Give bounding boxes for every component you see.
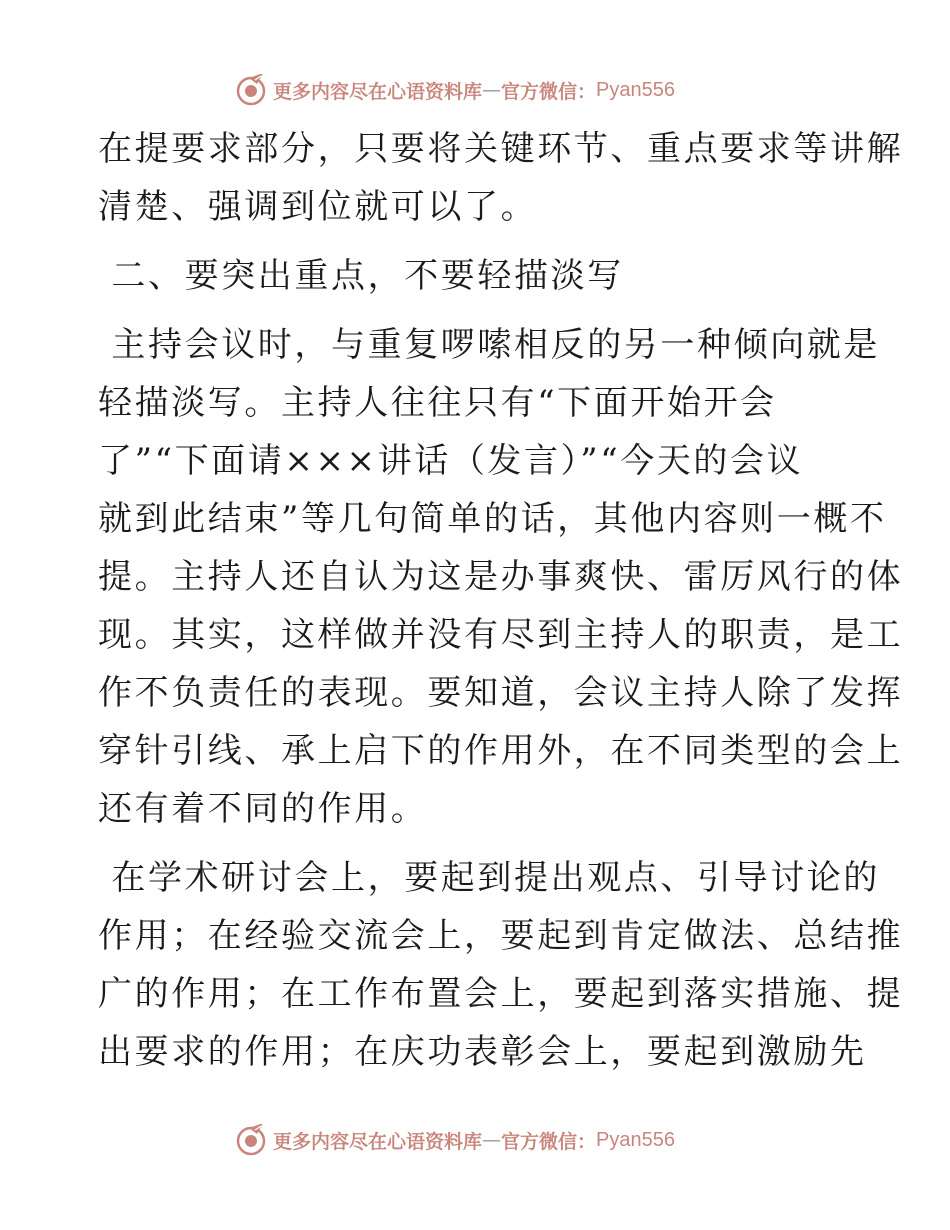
text-line: 作不负责任的表现。要知道，会议主持人除了发挥 <box>98 673 904 713</box>
text-line: 清楚、强调到位就可以了。 <box>98 187 538 227</box>
footer-watermark <box>235 1122 675 1158</box>
watermark-wechat-label: 官方微信： <box>501 1130 597 1153</box>
text-line: 就到此结束”等几句简单的话，其他内容则一概不 <box>98 499 887 539</box>
heading-text: 二、要突出重点，不要轻描淡写 <box>98 256 624 296</box>
pen-logo-icon <box>235 1124 267 1156</box>
paragraph <box>98 849 904 1081</box>
text-line: 轻描淡写。主持人往往只有“下面开始开会 <box>98 383 777 423</box>
text-line: 主持会议时，与重复啰嗦相反的另一种倾向就是 <box>98 325 881 365</box>
pen-logo-icon <box>235 74 267 106</box>
document-body <box>98 120 904 1081</box>
paragraph <box>98 120 904 236</box>
text-line: 现。其实，这样做并没有尽到主持人的职责，是工 <box>98 615 904 655</box>
watermark-wechat-id: Pyan556 <box>596 1128 675 1151</box>
watermark-site-text: 更多内容尽在心语资料库 <box>273 80 483 103</box>
text-line: 还有着不同的作用。 <box>98 789 428 829</box>
text-line: 作用；在经验交流会上，要起到肯定做法、总结推 <box>98 916 904 956</box>
paragraph <box>98 316 904 838</box>
text-line: 提。主持人还自认为这是办事爽快、雷厉风行的体 <box>98 557 904 597</box>
header-watermark <box>235 72 675 108</box>
text-line: 广的作用；在工作布置会上，要起到落实措施、提 <box>98 974 904 1014</box>
watermark-wechat-id: Pyan556 <box>596 78 675 101</box>
text-line: 了”“下面请×××讲话（发言）”“今天的会议 <box>98 441 804 481</box>
watermark-wechat-label: 官方微信： <box>501 80 597 103</box>
text-line: 在学术研讨会上，要起到提出观点、引导讨论的 <box>98 858 881 898</box>
watermark-separator: — <box>482 1129 502 1151</box>
text-line: 在提要求部分，只要将关键环节、重点要求等讲解 <box>98 129 904 169</box>
text-line: 出要求的作用；在庆功表彰会上，要起到激励先 <box>98 1032 867 1072</box>
section-heading <box>98 247 858 305</box>
text-line: 穿针引线、承上启下的作用外，在不同类型的会上 <box>98 731 904 771</box>
watermark-site-text: 更多内容尽在心语资料库 <box>273 1130 483 1153</box>
watermark-separator: — <box>482 79 502 101</box>
